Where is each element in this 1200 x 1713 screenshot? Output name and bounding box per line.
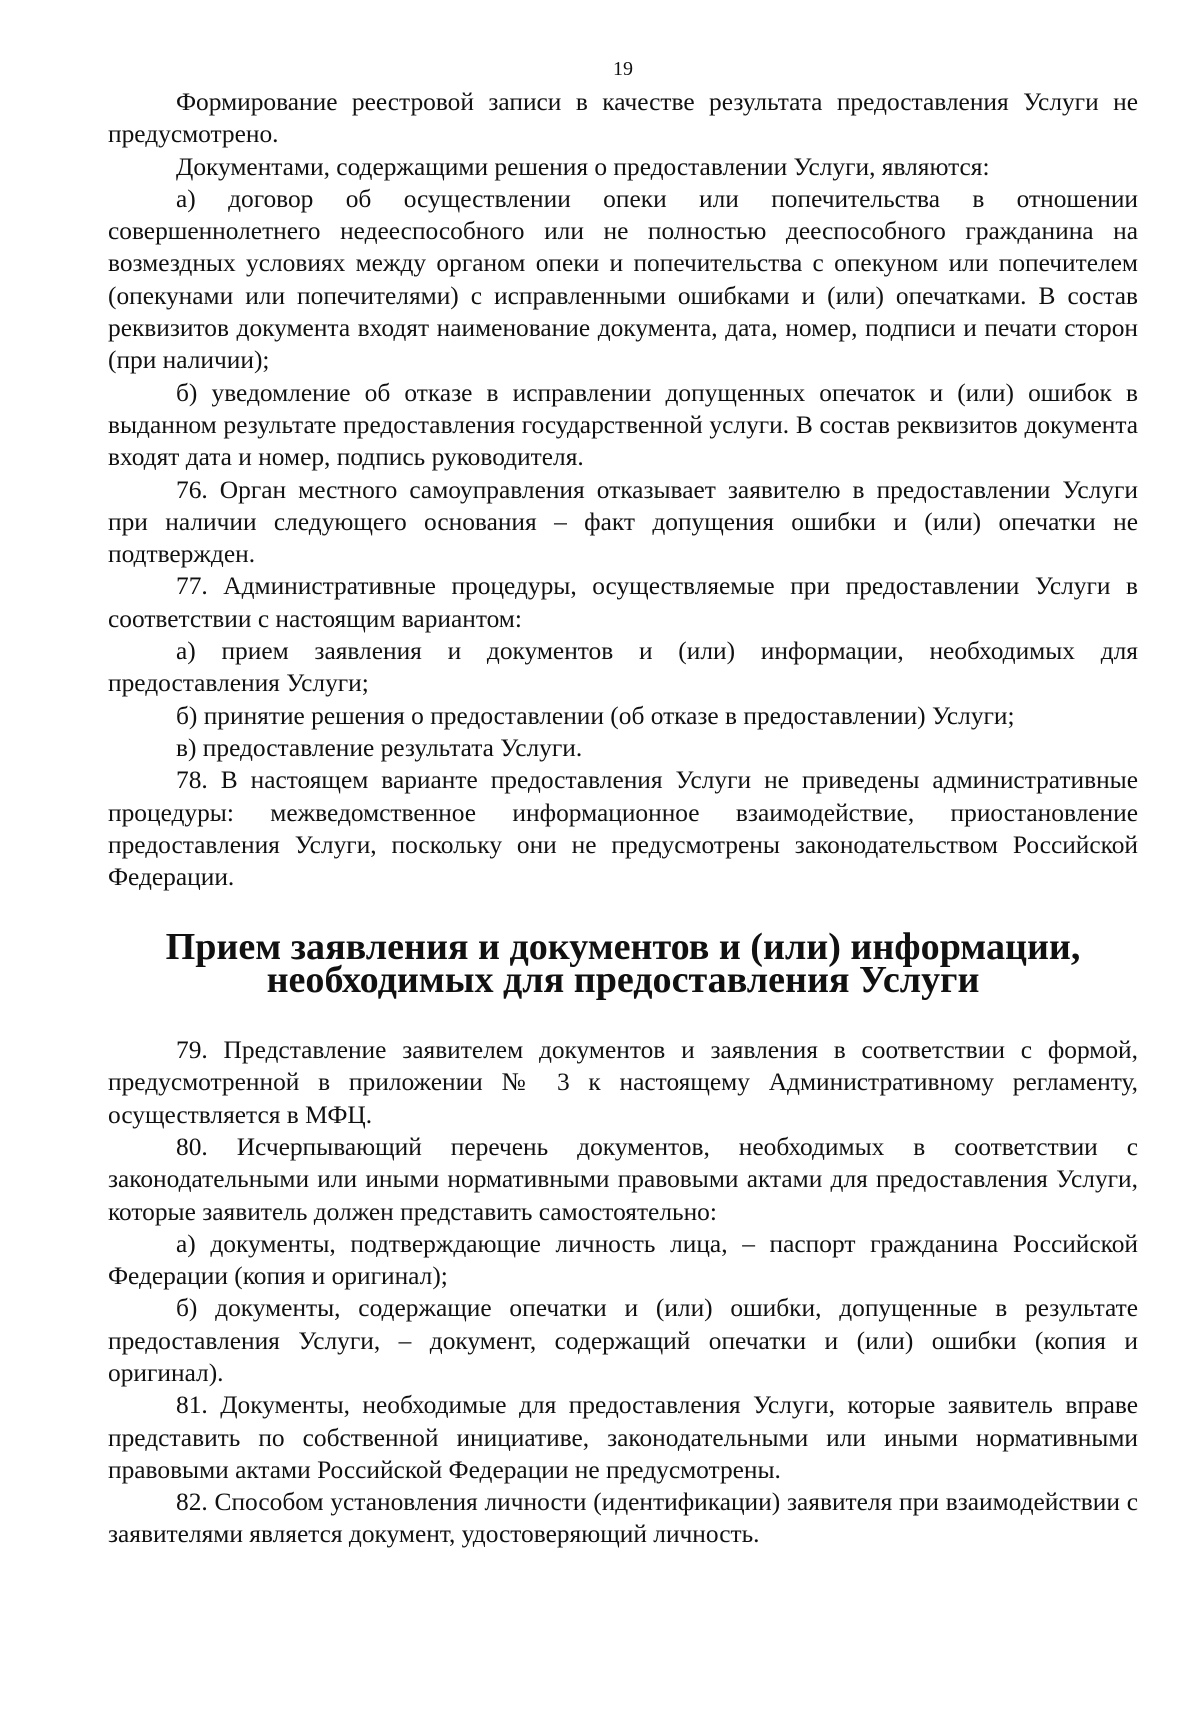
document-page bbox=[108, 58, 1138, 1551]
paragraph-77-a: а) прием заявления и документов и (или) информации, необходимых для предоставления Услуги; bbox=[108, 637, 1138, 698]
paragraph-76: 76. Орган местного самоуправления отказывает заявителю в предоставлении Услуги при наличии следующего основания – факт допущения ошибки и (или) опечатки не подтвержден. bbox=[108, 475, 1138, 569]
page-number: 19 bbox=[613, 58, 633, 80]
paragraph-82: 82. Способом установления личности (идентификации) заявителя при взаимодействии с заявителями является документ, удостоверяющий личность. bbox=[108, 1488, 1138, 1549]
paragraph-81: 81. Документы, необходимые для предоставления Услуги, которые заявитель вправе представить по собственной инициативе, законодательными или иными нормативными правовыми актами Российской Федерации не предусмотрены. bbox=[108, 1391, 1138, 1484]
paragraph-item-a-contract: а) договор об осуществлении опеки или попечительства в отношении совершеннолетнего недееспособного или не полностью дееспособного гражданина на возмездных условиях между органом опеки и попечительства с опекуном или попечителем (опекунами или попечителями) с исправленными ошибками и (или) опечатками. В состав реквизитов документа входят наименование документа, дата, номер, подписи и печати сторон (при наличии); bbox=[108, 184, 1138, 375]
paragraph-77-c: в) предоставление результата Услуги. bbox=[176, 733, 583, 762]
paragraph-80-a: а) документы, подтверждающие личность лица, – паспорт гражданина Российской Федерации (копия и оригинал); bbox=[108, 1229, 1138, 1291]
paragraph-80-b: б) документы, содержащие опечатки и (или) ошибки, допущенные в результате предоставления Услуги, – документ, содержащий опечатки и (или) ошибки (копия и оригинал). bbox=[108, 1294, 1138, 1387]
paragraph-registry-record: Формирование реестровой записи в качестве результата предоставления Услуги не предусмотрено. bbox=[108, 88, 1138, 149]
section-heading: Прием заявления и документов и (или) информации, необходимых для предоставления Услуги bbox=[165, 926, 1081, 1001]
paragraph-decision-documents: Документами, содержащими решения о предоставлении Услуги, являются: bbox=[176, 152, 990, 181]
paragraph-78: 78. В настоящем варианте предоставления Услуги не приведены административные процедуры: межведомственное информационное взаимодействие, приостановление предоставления Услуги, поскольку они не предусмотрены законодательством Российской Федерации. bbox=[108, 766, 1138, 892]
paragraph-77: 77. Административные процедуры, осуществляемые при предоставлении Услуги в соответствии с настоящим вариантом: bbox=[108, 572, 1138, 633]
paragraph-77-b: б) принятие решения о предоставлении (об отказе в предоставлении) Услуги; bbox=[176, 701, 1015, 730]
paragraph-item-b-notice: б) уведомление об отказе в исправлении допущенных опечаток и (или) ошибок в выданном результате предоставления государственной услуги. В состав реквизитов документа входят дата и номер, подпись руководителя. bbox=[108, 378, 1138, 472]
paragraph-80: 80. Исчерпывающий перечень документов, необходимых в соответствии с законодательными или иными нормативными правовыми актами для предоставления Услуги, которые заявитель должен представить самостоятельно: bbox=[108, 1132, 1138, 1226]
paragraph-79: 79. Представление заявителем документов и заявления в соответствии с формой, предусмотренной в приложении № 3 к настоящему Административному регламенту, осуществляется в МФЦ. bbox=[108, 1036, 1138, 1129]
